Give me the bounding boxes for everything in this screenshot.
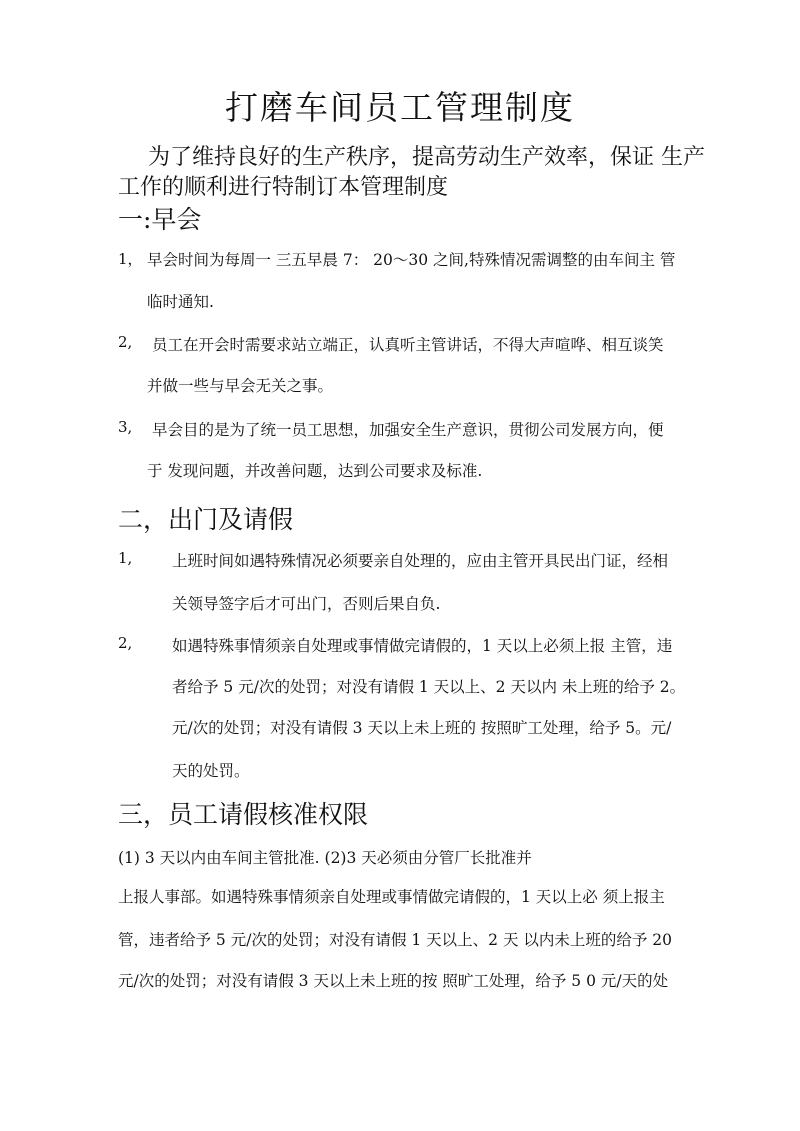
- item-text-line: 如遇特殊事情须亲自处理或事情做完请假的，1 天以上必须上报 主管，违: [172, 637, 673, 655]
- item-number: 2,: [118, 333, 133, 351]
- item-text-line: 者给予 5 元/次的处罚；对没有请假 1 天以上、2 天以内 未上班的给予 2。: [172, 678, 686, 696]
- item-text-line: 早会目的是为了统一员工思想，加强安全生产意识，贯彻公司发展方向，便: [152, 421, 664, 439]
- item-text-line: 上班时间如遇特殊情况必须要亲自处理的，应由主管开具民出门证，经相: [172, 552, 669, 570]
- item-text-line: 早会时间为每周一 三五早晨 7： 20〜30 之间,特殊情况需调整的由车间主 管: [147, 251, 676, 269]
- paragraph-line: 管，违者给予 5 元/次的处罚；对没有请假 1 天以上、2 天 以内未上班的给予 20: [118, 931, 673, 949]
- paragraph-line: (1) 3 天以内由车间主管批准. (2)3 天必须由分管厂长批准并: [118, 849, 532, 867]
- item-text-line: 关领导签字后才可出门，否则后果自负.: [172, 595, 441, 613]
- intro-line-2: 工作的顺利进行特制订本管理制度: [118, 175, 449, 200]
- item-text-line: 临时通知.: [147, 293, 214, 311]
- item-text-line: 元/次的处罚；对没有请假 3 天以上未上班的 按照旷工处理，给予 5。元/: [172, 719, 672, 737]
- item-number: 1,: [118, 549, 133, 567]
- item-text-line: 天的处罚。: [172, 762, 250, 780]
- item-number: 2,: [118, 634, 133, 652]
- item-text-line: 并做一些与早会无关之事。: [147, 377, 334, 395]
- paragraph-line: 元/次的处罚；对没有请假 3 天以上未上班的按 照旷工处理，给予 5 0 元/天的处: [118, 972, 669, 990]
- item-number: 1，: [118, 250, 143, 268]
- paragraph-line: 上报人事部。如遇特殊事情须亲自处理或事情做完请假的，1 天以上必 须上报主: [118, 888, 665, 906]
- document-title: 打磨车间员工管理制度: [225, 88, 575, 127]
- section-heading-leave-approval: 三，员工请假核准权限: [118, 800, 369, 829]
- intro-line-1: 为了维持良好的生产秩序，提高劳动生产效率，保证 生产: [148, 145, 705, 170]
- section-heading-leave: 二，出门及请假: [118, 505, 294, 534]
- section-heading-morning-meeting: 一:早会: [118, 205, 202, 234]
- item-text-line: 员工在开会时需要求站立端正，认真听主管讲话，不得大声喧哗、相互谈笑: [152, 336, 664, 354]
- item-text-line: 于 发现问题，并改善问题，达到公司要求及标准.: [147, 462, 483, 480]
- item-number: 3,: [118, 418, 133, 436]
